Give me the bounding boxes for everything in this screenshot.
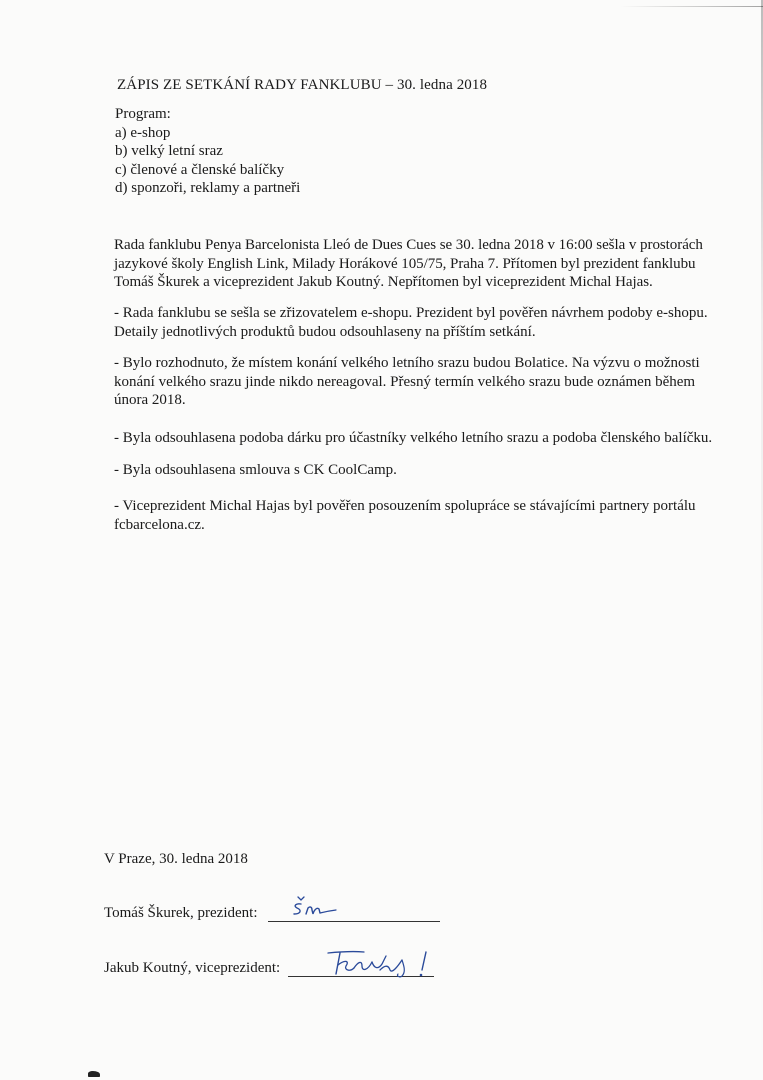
paragraph-contract [114, 461, 734, 480]
paragraph-line: - Rada fanklubu se sešla se zřizovatelem e-shopu. Prezident byl pověřen návrhem podoby e-shopu. [114, 305, 708, 321]
paragraph-line: Detaily jednotlivých produktů budou odsouhlaseny na příštím setkání. [114, 323, 536, 340]
paragraph-line: - Bylo rozhodnuto, že místem konání velkého letního srazu budou Bolatice. Na výzvu o možnosti [114, 355, 700, 371]
program-list [115, 105, 300, 198]
document-title: ZÁPIS ZE SETKÁNÍ RADY FANKLUBU – 30. ledna 2018 [117, 77, 488, 93]
paragraph-line: jazykové školy English Link, Milady Horákové 105/75, Praha 7. Přítomen byl prezident fanklubu [114, 255, 696, 272]
president-signature-label: Tomáš Škurek, prezident: [104, 905, 258, 921]
program-item: b) velký letní sraz [115, 143, 223, 160]
paragraph-summer-meetup [114, 354, 734, 410]
paragraph-eshop [114, 304, 734, 341]
paragraph-line: - Byla odsouhlasena smlouva s CK CoolCamp. [114, 462, 397, 478]
paragraph-line: - Viceprezident Michal Hajas byl pověřen posouzením spolupráce se stávajícími partnery portálu [114, 498, 696, 514]
paragraph-partners [114, 497, 734, 534]
place-date: V Praze, 30. ledna 2018 [104, 851, 248, 867]
paragraph-line: fcbarcelona.cz. [114, 516, 205, 533]
paragraph-line: února 2018. [114, 392, 186, 409]
program-heading: Program: [115, 106, 171, 122]
paragraph-line: - Byla odsouhlasena podoba dárku pro účastníky velkého letního srazu a podoba členského balíčku. [114, 430, 713, 446]
scan-edge-top [620, 6, 763, 7]
paragraph-attendance [114, 236, 734, 292]
paragraph-gift [114, 429, 734, 448]
program-item: c) členové a členské balíčky [115, 161, 285, 178]
program-item: a) e-shop [115, 124, 171, 141]
paragraph-line: Tomáš Škurek a viceprezident Jakub Koutný. Nepřítomen byl viceprezident Michal Hajas. [114, 274, 653, 291]
scan-speck [88, 1071, 100, 1077]
president-signature-line [268, 921, 440, 922]
vicepresident-signature-label: Jakub Koutný, viceprezident: [104, 960, 281, 976]
paragraph-line: Rada fanklubu Penya Barcelonista Lleó de Dues Cues se 30. ledna 2018 v 16:00 sešla v prostorách [114, 237, 703, 253]
vicepresident-signature-mark [318, 948, 438, 980]
program-item: d) sponzoři, reklamy a partneři [115, 180, 301, 197]
paragraph-line: konání velkého srazu jinde nikdo nereagoval. Přesný termín velkého srazu bude oznámen během [114, 373, 696, 390]
president-signature-mark [284, 894, 344, 920]
